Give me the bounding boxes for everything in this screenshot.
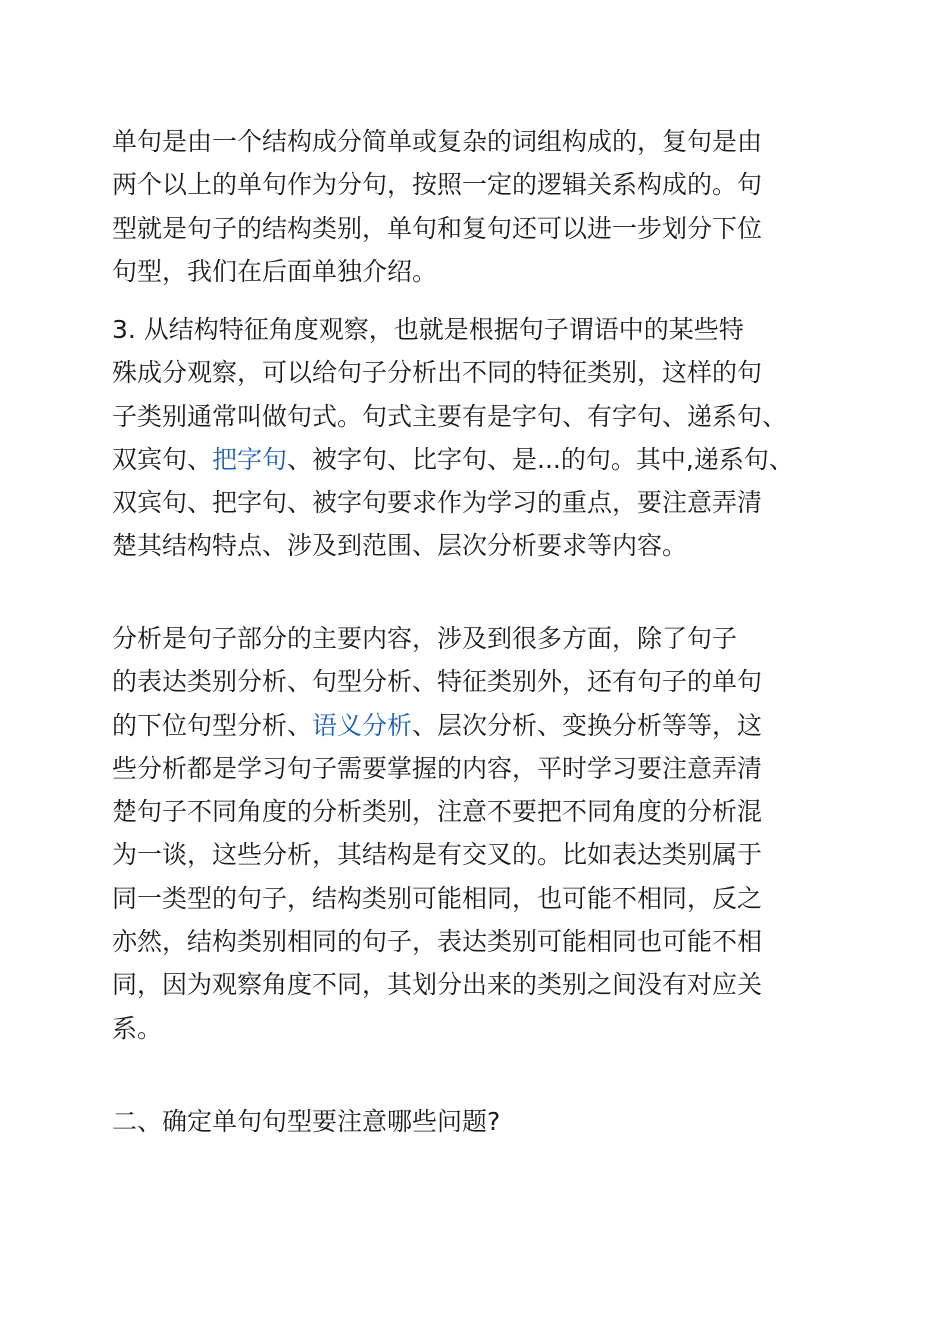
text-line: 分析是句子部分的主要内容，涉及到很多方面，除了句子: [112, 624, 738, 653]
paragraph-sentence-types: [112, 120, 872, 293]
text-segment: 双宾句、: [112, 444, 213, 474]
heading-text: 二、确定单句句型要注意哪些问题?: [112, 1107, 501, 1136]
text-line: 楚其结构特点、涉及到范围、层次分析要求等内容。: [112, 531, 688, 561]
text-line: 句型，我们在后面单独介绍。: [112, 256, 438, 286]
text-line: 同，因为观察角度不同，其划分出来的类别之间没有对应关: [112, 970, 763, 1000]
text-line: 双宾句、把字句、被字句要求作为学习的重点，要注意弄清: [112, 488, 763, 518]
text-line: 为一谈，这些分析，其结构是有交叉的。比如表达类别属于: [112, 840, 763, 870]
text-line: 楚句子不同角度的分析类别，注意不要把不同角度的分析混: [112, 797, 763, 827]
text-line: 子类别通常叫做句式。句式主要有是字句、有字句、递系句、: [112, 401, 788, 431]
text-line: 亦然，结构类别相同的句子，表达类别可能相同也可能不相: [112, 927, 763, 957]
text-line: 殊成分观察，可以给句子分析出不同的特征类别，这样的句: [112, 358, 763, 388]
text-line: 的表达类别分析、句型分析、特征类别外，还有句子的单句: [112, 667, 763, 697]
text-line: 同一类型的句子，结构类别可能相同，也可能不相同，反之: [112, 883, 763, 913]
paragraph-sentence-patterns: [112, 308, 872, 568]
text-line: 型就是句子的结构类别，单句和复句还可以进一步划分下位: [112, 213, 763, 243]
text-line: 单句是由一个结构成分简单或复杂的词组构成的，复句是由: [112, 127, 763, 156]
semantic-analysis-link[interactable]: 语义分析: [312, 710, 413, 740]
text-line: [112, 704, 872, 747]
ba-sentence-link[interactable]: 把字句: [212, 444, 288, 474]
text-line: 两个以上的单句作为分句，按照一定的逻辑关系构成的。句: [112, 170, 763, 200]
section-heading: [112, 1100, 872, 1143]
paragraph-analysis: [112, 617, 872, 1050]
text-line: [112, 438, 872, 481]
text-line: 3. 从结构特征角度观察，也就是根据句子谓语中的某些特: [112, 315, 744, 344]
text-segment: 的下位句型分析、: [112, 710, 313, 740]
text-segment: 、层次分析、变换分析等等，这: [412, 710, 763, 740]
text-line: 些分析都是学习句子需要掌握的内容，平时学习要注意弄清: [112, 753, 763, 783]
text-segment: 、被字句、比字句、是...的句。其中,递系句、: [287, 444, 794, 474]
text-line: 系。: [112, 1013, 163, 1043]
